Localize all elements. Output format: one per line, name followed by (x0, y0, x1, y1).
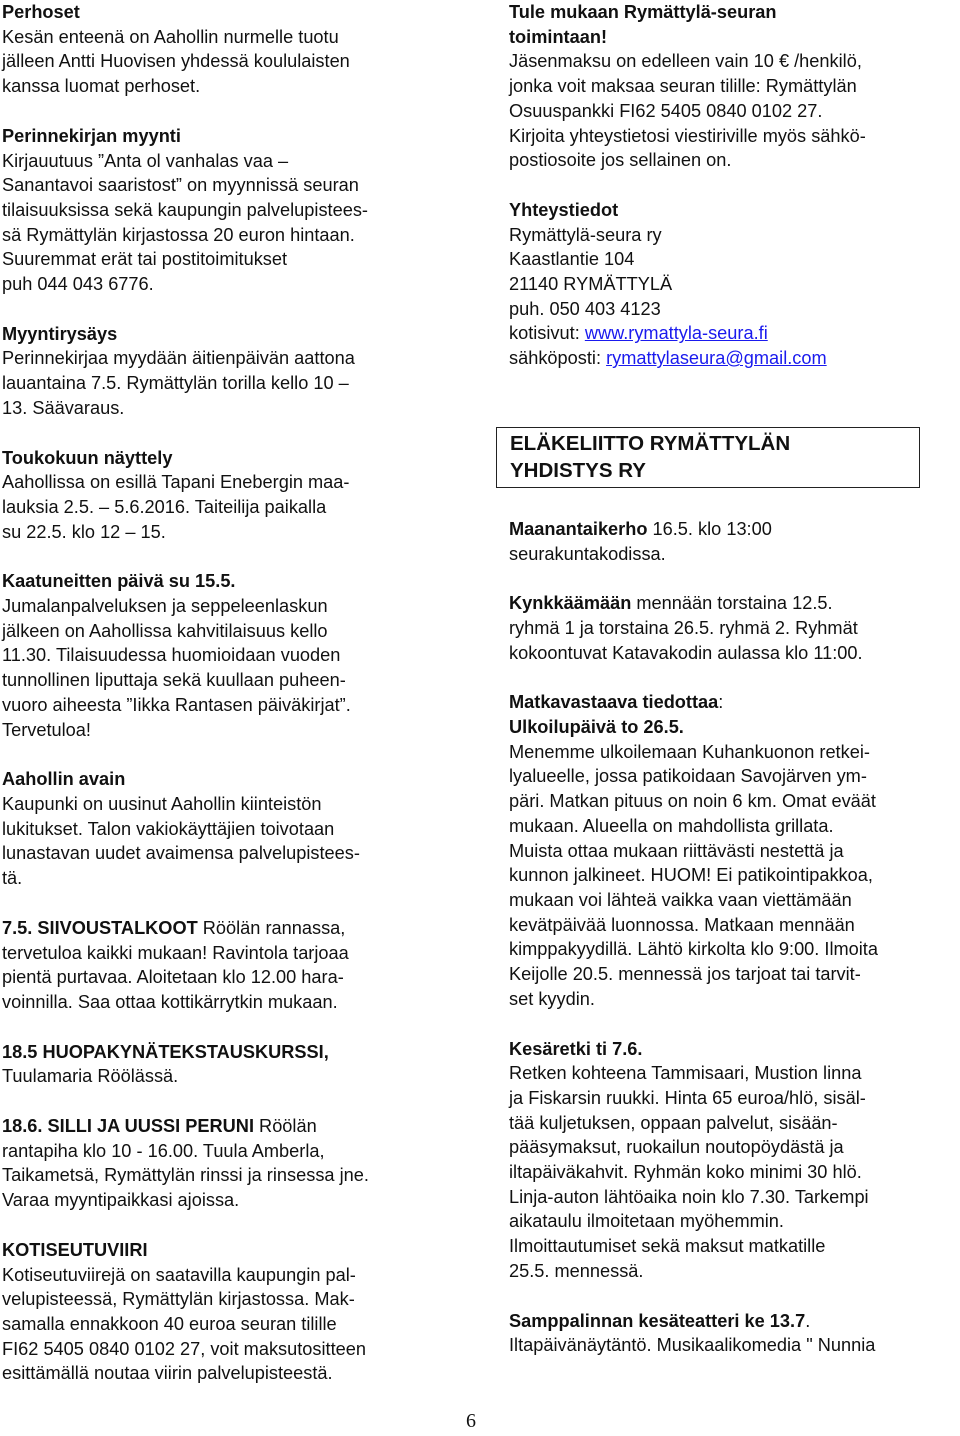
text-line: jälkeen on Aahollissa kahvitilaisuus kello (2, 620, 328, 641)
text-line: mukaan voi lähteä vaikka vaan viettämään (509, 889, 852, 910)
text-line: velupisteessä, Rymättylän kirjastossa. Mak- (2, 1289, 355, 1310)
text-inline: Röölän (254, 1116, 317, 1137)
section-title: toimintaan! (509, 26, 608, 47)
text-line: kunnon jalkineet. HUOM! Ei patikointipakkoa, (509, 865, 873, 886)
text-line: mukaan. Alueella on mahdollista grillata. (509, 815, 834, 836)
section-title: Aahollin avain (2, 769, 126, 790)
section-title: 18.5 HUOPAKYNÄTEKSTAUSKURSSI, (2, 1041, 329, 1062)
text-line: Suuremmat erät tai postitoimitukset (2, 249, 288, 270)
text-line: Kaupunki on uusinut Aahollin kiinteistön (2, 793, 322, 814)
text-line: Kotiseutuviirejä on saatavilla kaupungin pal- (2, 1264, 356, 1285)
text-line: Jäsenmaksu on edelleen vain 10 € /henkilö, (509, 51, 862, 72)
text-line: kevätpäivää luonnossa. Matkaan mennään (509, 914, 855, 935)
text-line: jonka voit maksaa seuran tilille: Rymättylän (509, 76, 857, 97)
text-line: tää kuljetuksen, oppaan palvelut, sisään- (509, 1112, 838, 1133)
text-line: tä. (2, 868, 23, 889)
page-number: 6 (466, 1410, 476, 1432)
section-title: Kaatuneitten päivä su 15.5. (2, 571, 236, 592)
section-title: Perinnekirjan myynti (2, 125, 181, 146)
box-heading-line: YHDISTYS RY (510, 458, 646, 482)
section-title: Kesäretki ti 7.6. (509, 1038, 643, 1059)
section-perhoset (2, 0, 452, 99)
section-silli (2, 1114, 452, 1213)
text-line: puh. 050 403 4123 (509, 298, 661, 319)
section-siivoustalkoot (2, 916, 452, 1015)
text-line: Menemme ulkoilemaan Kuhankuonon retkei- (509, 741, 870, 762)
text-line: lauantaina 7.5. Rymättylän torilla kello 10 – (2, 373, 349, 394)
text-line: jälleen Antti Huovisen yhdessä koululaisten (2, 51, 350, 72)
text-line: Tervetuloa! (2, 719, 91, 740)
section-yhteystiedot (509, 198, 954, 371)
section-title: Myyntirysäys (2, 323, 118, 344)
text-line: kimppakyydillä. Lähtö kirkolta klo 9:00. Ilmoita (509, 939, 878, 960)
box-heading-line: ELÄKELIITTO RYMÄTTYLÄN (510, 431, 791, 455)
text-line: lauksia 2.5. – 5.6.2016. Taiteilija paikalla (2, 496, 327, 517)
section-matkavastaava (509, 690, 954, 1011)
text-line: seurakuntakodissa. (509, 543, 666, 564)
section-title: 7.5. SIIVOUSTALKOOT (2, 917, 198, 938)
text-line: 11.30. Tilaisuudessa huomioidaan vuoden (2, 645, 341, 666)
text-line: Ilmoittautumiset sekä maksut matkatille (509, 1236, 826, 1257)
text-line: voinnilla. Saa ottaa kottikärrytkin mukaan. (2, 991, 338, 1012)
text-line: esittämällä noutaa viirin palvelupisteestä. (2, 1363, 333, 1384)
email-label: sähköposti: (509, 348, 607, 369)
text-line: aikataulu ilmoitetaan myöhemmin. (509, 1211, 784, 1232)
text-line: lukitukset. Talon vakiokäyttäjien toivotaan (2, 818, 335, 839)
text-line: Kesän enteenä on Aahollin nurmelle tuotu (2, 26, 339, 47)
section-title: Perhoset (2, 2, 80, 22)
text-line: Varaa myyntipaikkasi ajoissa. (2, 1190, 240, 1211)
text-line: lyalueelle, jossa patikoidaan Savojärven ym- (509, 766, 867, 787)
website-link[interactable]: www.rymattyla-seura.fi (584, 323, 768, 344)
text-inline: Röölän rannassa, (197, 917, 346, 938)
section-huopakynakurssi (2, 1040, 452, 1089)
text-line: Iltapäivänäytäntö. Musikaalikomedia " Nunnia (509, 1335, 876, 1356)
text-line: tunnollinen liputtaja sekä kuullaan puheen- (2, 670, 346, 691)
text-line: Osuuspankki FI62 5405 0840 0102 27. (509, 100, 823, 121)
text-line: Tuulamaria Röölässä. (2, 1066, 179, 1087)
right-column (509, 0, 954, 1358)
section-samppalinna (509, 1309, 954, 1358)
text-line: 21140 RYMÄTTYLÄ (509, 274, 673, 295)
text-line: ryhmä 1 ja torstaina 26.5. ryhmä 2. Ryhmät (509, 617, 858, 638)
text-line: Kirjoita yhteystietosi viestiriville myös sähkö- (509, 125, 866, 146)
text-line: vuoro aiheesta ”Iikka Rantasen päiväkirjat”. (2, 694, 351, 715)
section-title: Maanantaikerho (509, 518, 648, 539)
text-line: iltapäiväkahvit. Ryhmän koko minimi 30 hlö. (509, 1162, 862, 1183)
section-title: Samppalinnan kesäteatteri ke 13.7 (509, 1310, 806, 1331)
text-line: Muista ottaa mukaan riittävästi nestettä ja (509, 840, 844, 861)
section-tule-mukaan (509, 0, 954, 173)
text-line: 25.5. mennessä. (509, 1260, 644, 1281)
text-line: Kaastlantie 104 (509, 249, 635, 270)
section-toukokuu (2, 446, 452, 545)
text-line: 13. Säävaraus. (2, 397, 125, 418)
text-line: Aahollissa on esillä Tapani Enebergin maa- (2, 472, 350, 493)
email-link[interactable]: rymattylaseura@gmail.com (606, 348, 827, 369)
text-line: lunastavan uudet avaimensa palvelupistees- (2, 843, 360, 864)
section-title: 18.6. SILLI JA UUSSI PERUNI (2, 1116, 254, 1137)
section-title: Matkavastaava tiedottaa (509, 692, 719, 713)
section-perinnekirja (2, 124, 452, 297)
text-line: puh 044 043 6776. (2, 274, 154, 295)
left-column (2, 0, 452, 1386)
section-title: Toukokuun näyttely (2, 447, 173, 468)
section-maanantaikerho (509, 517, 954, 566)
text-line: Rymättylä-seura ry (509, 224, 662, 245)
text-line: Jumalanpalveluksen ja seppeleenlaskun (2, 596, 328, 617)
text-line: tilaisuuksissa sekä kaupungin palvelupistees- (2, 199, 368, 220)
text-line: kokoontuvat Katavakodin aulassa klo 11:00. (509, 642, 863, 663)
text-line: pientä purtavaa. Aloitetaan klo 12.00 hara- (2, 967, 344, 988)
text-line: ja Fiskarsin ruukki. Hinta 65 euroa/hlö, sisäl- (509, 1087, 866, 1108)
text-line: päri. Matkan pituus on noin 6 km. Omat eväät (509, 791, 876, 812)
section-title: KOTISEUTUVIIRI (2, 1239, 148, 1260)
section-title: Tule mukaan Rymättylä-seuran (509, 2, 777, 22)
text-line: su 22.5. klo 12 – 15. (2, 521, 166, 542)
text-line: kanssa luomat perhoset. (2, 76, 201, 97)
text-line: Sanantavoi saaristost” on myynnissä seuran (2, 175, 359, 196)
text-line: rantapiha klo 10 - 16.00. Tuula Amberla, (2, 1140, 325, 1161)
section-kaatuneet (2, 569, 452, 742)
elakeliitto-heading-box (496, 427, 920, 488)
text-line: sä Rymättylän kirjastossa 20 euron hintaan. (2, 224, 355, 245)
section-title: Kynkkäämään (509, 593, 632, 614)
text-line: Retken kohteena Tammisaari, Mustion linna (509, 1063, 862, 1084)
section-avain (2, 767, 452, 891)
section-subtitle: Ulkoilupäivä to 26.5. (509, 717, 684, 738)
text-line: samalla ennakkoon 40 euroa seuran tilille (2, 1313, 337, 1334)
text-line: Keijolle 20.5. mennessä jos tarjoat tai tarvit- (509, 964, 861, 985)
text-line: pääsymaksut, ruokailun noutopöydästä ja (509, 1137, 844, 1158)
section-kotiseutuviiri (2, 1238, 452, 1386)
text-line: Taikametsä, Rymättylän rinssi ja rinsessa jne. (2, 1165, 369, 1186)
section-title: Yhteystiedot (509, 199, 619, 220)
section-myyntirysays (2, 322, 452, 421)
text-line: set kyydin. (509, 988, 595, 1009)
website-label: kotisivut: (509, 323, 585, 344)
text-line: FI62 5405 0840 0102 27, voit maksutositteen (2, 1338, 366, 1359)
text-inline: 16.5. klo 13:00 (647, 518, 772, 539)
text-inline: . (805, 1310, 811, 1331)
text-line: Linja-auton lähtöaika noin klo 7.30. Tarkempi (509, 1186, 869, 1207)
text-inline: : (718, 692, 724, 713)
text-line: Perinnekirjaa myydään äitienpäivän aattona (2, 348, 355, 369)
text-line: Kirjauutuus ”Anta ol vanhalas vaa – (2, 150, 289, 171)
text-line: tervetuloa kaikki mukaan! Ravintola tarjoaa (2, 942, 349, 963)
section-kynkkaamaan (509, 591, 954, 665)
text-line: postiosoite jos sellainen on. (509, 150, 732, 171)
text-inline: mennään torstaina 12.5. (631, 593, 833, 614)
section-kesaretki (509, 1037, 954, 1284)
